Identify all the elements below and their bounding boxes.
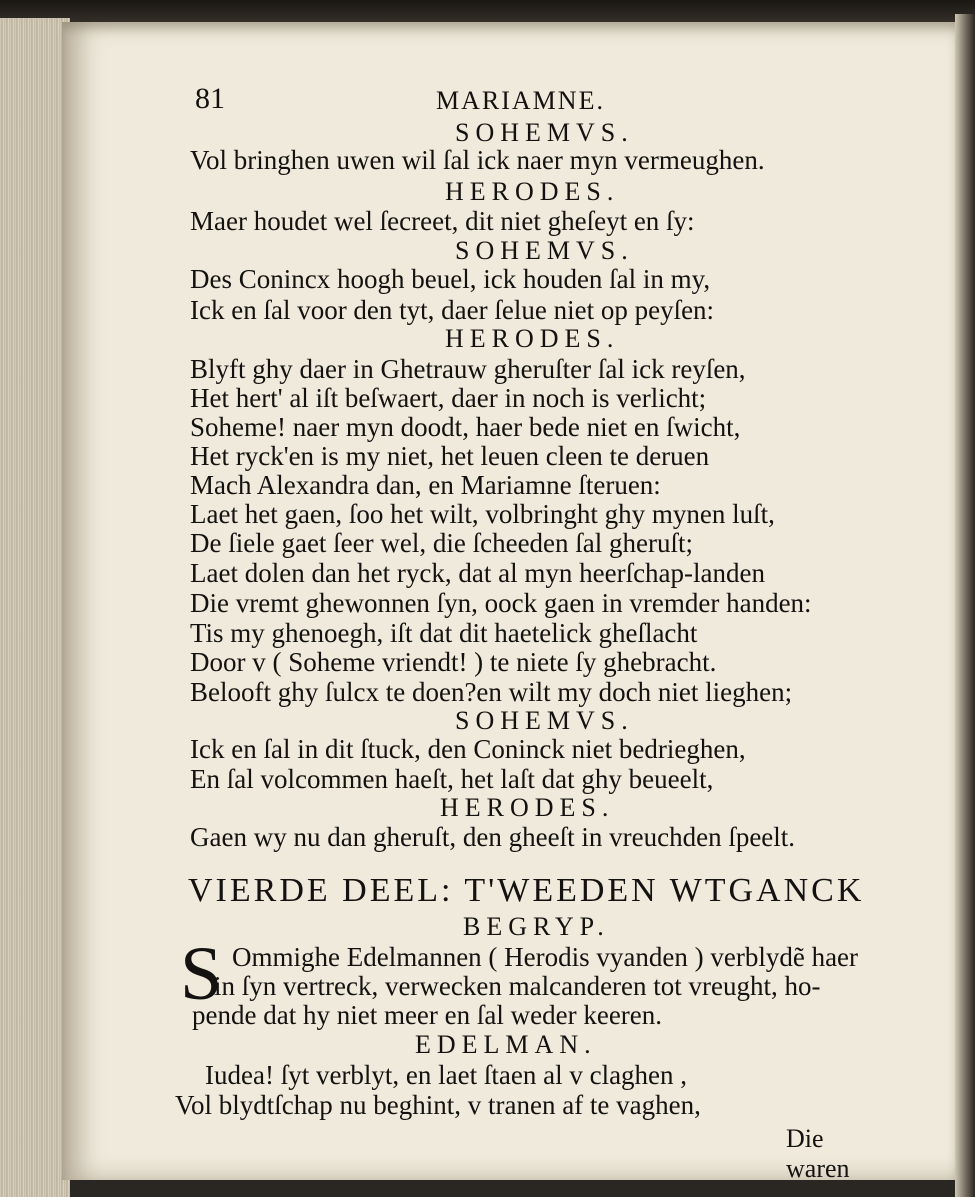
verse-line: Mach Alexandra dan, en Mariamne ſteruen: — [190, 470, 661, 500]
verse-line: Maer houdet wel ſecreet, dit niet gheſeyt en ſy: — [190, 206, 695, 236]
speaker-label: SOHEMVS. — [455, 236, 634, 265]
page-stack-edges — [0, 18, 70, 1197]
speaker-label: EDELMAN. — [415, 1030, 597, 1059]
speaker-label: HERODES. — [440, 793, 615, 822]
facing-page-edge — [955, 14, 975, 1197]
page-number: 81 — [195, 82, 225, 115]
verse-line: Ick en ſal voor den tyt, daer ſelue niet op peyſen: — [190, 295, 715, 325]
speaker-label: HERODES. — [445, 177, 620, 206]
speaker-label: SOHEMVS. — [455, 706, 634, 735]
drop-cap: S — [180, 932, 223, 1016]
argument-heading: BEGRYP. — [463, 912, 610, 941]
argument-line: pende dat hy niet meer en ſal weder keeren. — [192, 1000, 663, 1030]
verse-line: Vol blydtſchap nu beghint, v tranen af te vaghen, — [175, 1090, 701, 1120]
argument-line: in ſyn vertreck, verwecken malcanderen tot vreught, ho- — [214, 971, 821, 1001]
verse-line: Tis my ghenoegh, iſt dat dit haetelick gheſlacht — [190, 618, 698, 648]
verse-line: Het hert' al iſt beſwaert, daer in noch is verlicht; — [190, 383, 707, 413]
verse-line: Het ryck'en is my niet, het leuen cleen te deruen — [190, 441, 710, 471]
verse-line: Ick en ſal in dit ſtuck, den Coninck niet bedrieghen, — [190, 734, 746, 764]
verse-line: Des Conincx hoogh beuel, ick houden ſal in my, — [190, 264, 711, 294]
verse-line: Blyft ghy daer in Ghetrauw gheruſter ſal ick reyſen, — [190, 354, 746, 384]
running-head: MARIAMNE. — [436, 86, 605, 115]
verse-line: Gaen wy nu dan gheruſt, den gheeſt in vreuchden ſpeelt. — [190, 822, 796, 852]
section-heading: VIERDE DEEL: T'WEEDEN WTGANCK — [188, 872, 865, 909]
argument-line: Ommighe Edelmannen ( Herodis vyanden ) verblydẽ haer — [232, 942, 859, 972]
verse-line: De ſiele gaet ſeer wel, die ſcheeden ſal gheruſt; — [190, 528, 694, 558]
verse-line: Laet dolen dan het ryck, dat al myn heerſchap-landen — [190, 558, 766, 588]
verse-line: Vol bringhen uwen wil ſal ick naer myn vermeughen. — [190, 145, 765, 175]
verse-line: Soheme! naer myn doodt, haer bede niet en ſwicht, — [190, 412, 741, 442]
speaker-label: HERODES. — [445, 324, 620, 353]
verse-line: Iudea! ſyt verblyt, en laet ſtaen al v claghen , — [205, 1060, 688, 1090]
show-through — [860, 110, 920, 112]
verse-line: En ſal volcommen haeſt, het laſt dat ghy beueelt, — [190, 764, 714, 794]
verse-line: Die vremt ghewonnen ſyn, oock gaen in vremder handen: — [190, 588, 812, 618]
verse-line: Belooft ghy ſulcx te doen?en wilt my doch niet lieghen; — [190, 677, 793, 707]
verse-line: Laet het gaen, ſoo het wilt, volbringht ghy mynen luſt, — [190, 499, 775, 529]
verse-line: Door v ( Soheme vriendt! ) te niete ſy ghebracht. — [190, 647, 717, 677]
catchword: Die waren — [786, 1124, 850, 1183]
speaker-label: SOHEMVS. — [455, 118, 634, 147]
